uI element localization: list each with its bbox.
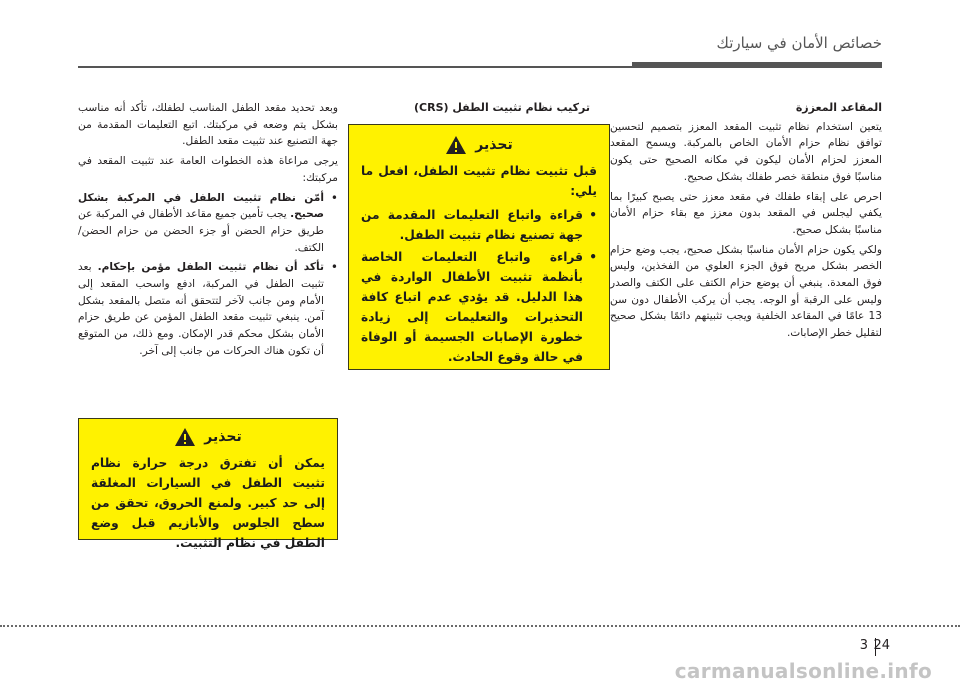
page-section-number: 3 [859, 638, 868, 653]
booster-paragraph-1: يتعين استخدام نظام تثبيت المقعد المعزز بتصميم لتحسين توافق نظام حزام الأمان الخاص بالمركبة. ويسمح المقعد المعزز لحزام الأمان ليكون في مكانه الصحيح حتى يكون مناسبًا فوق منطقة خصر طفلك بشكل صحيح. [610, 120, 882, 183]
install-paragraph-2: يرجى مراعاة هذه الخطوات العامة عند تثبيت المقعد في مركبتك: [78, 155, 338, 184]
booster-paragraph-2: احرص على إبقاء طفلك في مقعد معزز حتى يصبح كبيرًا بما يكفي ليجلس في المقعد بدون معزز مع بقاء حزام الأمان مناسبًا بشكل صحيح. [610, 190, 882, 236]
install-paragraph-1: وبعد تحديد مقعد الطفل المناسب لطفلك، تأكد أنه مناسب بشكل يتم وضعه في مركبتك. اتبع التعليمات المقدمة من جهة التصنيع عند تثبيت مقعد الطفل. [78, 102, 338, 148]
bullet-text: بعد تثبيت الطفل في المركبة، ادفع واسحب المقعد إلى الأمام ومن جانب لآخر لتتحقق أنه متصل بالمقعد بشكل آمن. ينبغي تثبيت مقعد الطفل المؤمن عن طريق حزام الأمان بشكل محكم قدر الإمكان. ومع ذلك، من المتوقع أن تكون هناك الحركات من جانب إلى آخر. [78, 261, 324, 357]
bullet-text: يجب تأمين جميع مقاعد الأطفال في المركبة عن طريق حزام الحضن أو جزء الحضن من حزام الحضن/ الكتف. [78, 208, 324, 254]
watermark-text: carmanualsonline.info [674, 659, 932, 683]
warning-item-1: • قراءة واتباع التعليمات المقدمة من جهة تصنيع نظام تثبيت الطفل. [361, 205, 597, 245]
header-title: خصائص الأمان في سيارتك [716, 34, 882, 52]
crs-install-title: تركيب نظام تثبيت الطفل (CRS) [414, 101, 590, 114]
page-footer [0, 612, 960, 687]
install-bullet-1 [78, 190, 338, 257]
page-header [0, 0, 960, 78]
column-middle [350, 100, 590, 119]
warning-body: يمكن أن تفترق درجة حرارة نظام تثبيت الطفل في السيارات المغلقة إلى حد كبير. ولمنع الحروق، تحقق من سطح الجلوس والأبازيم قبل وضع الطفل في نظام التثبيت. [91, 456, 325, 550]
warning-box-install [348, 124, 610, 370]
warning-triangle-icon [445, 135, 467, 155]
column-left [78, 100, 338, 363]
warning-title: تحذير [475, 137, 513, 153]
bullet-lead: أمّن نظام تثبيت الطفل في المركبة بشكل صحيح. [78, 191, 324, 221]
header-rule [78, 66, 882, 68]
warning-item-2: • قراءة واتباع التعليمات الخاصة بأنظمة تثبيت الأطفال الواردة في هذا الدليل. قد يؤدي عدم اتباع كافة التحذيرات والتعليمات إلى زيادة خطورة الإصابات الجسيمة أو الوفاة في حالة وقوع الحادث. [361, 247, 597, 367]
warning-box-temperature [78, 418, 338, 550]
warning-title: تحذير [204, 429, 242, 445]
warning-intro: قبل تثبيت نظام تثبيت الطفل، افعل ما يلي: [361, 164, 597, 198]
install-bullet-2 [78, 259, 338, 359]
footer-dotted-rule [0, 625, 960, 627]
warning-triangle-icon [174, 427, 196, 447]
booster-paragraph-3: ولكي يكون حزام الأمان مناسبًا بشكل صحيح، يجب وضع حزام الخصر بشكل مريح فوق الجزء العلوي من الفخذين، وليس فوق المعدة. ينبغي أن يوضع حزام الكتف على الكتف والصدر وليس على الرقبة أو الوجه. يجب أن يركب الأطفال دون سن 13 عامًا في المقاعد الخلفية ويجب تثبيتهم دائمًا بشكل صحيح لتقليل خطر الإصابات. [610, 243, 882, 340]
booster-seat-title: المقاعد المعززة [795, 101, 882, 114]
page-number: 24 [873, 638, 890, 653]
warning-heading [91, 427, 325, 447]
warning-heading [361, 135, 597, 155]
bullet-lead: تأكد أن نظام تثبيت الطفل مؤمن بإحكام. [97, 261, 324, 274]
column-right [610, 100, 882, 345]
